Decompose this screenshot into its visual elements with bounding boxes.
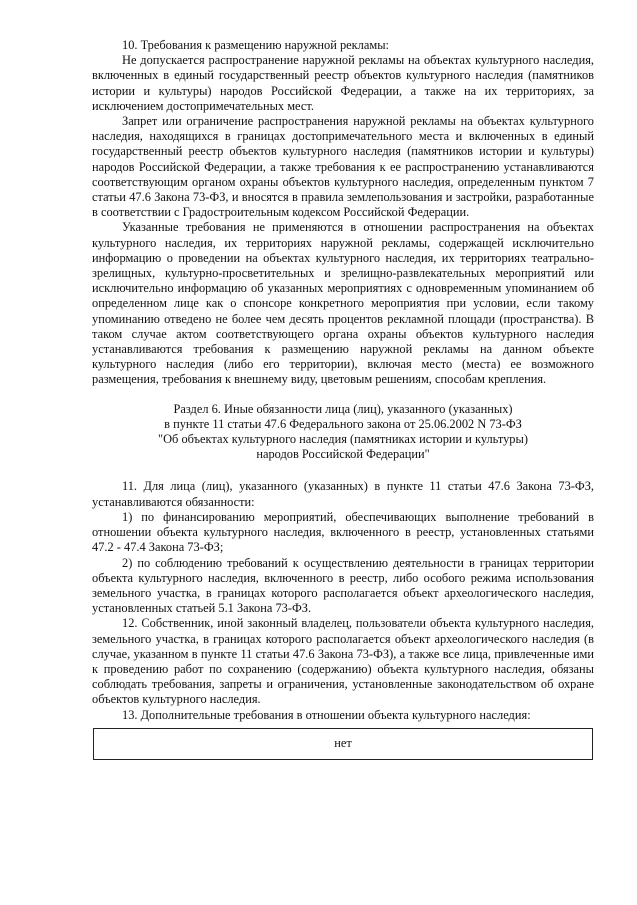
- section-12-text: 12. Собственник, иной законный владелец, пользователи объекта культурного наследия, земельного участка, в границах которого располагается объект археологического наследия (в случае, указанном в пункте 11 статьи 47.6 Закона 73-ФЗ), а также все лица, привлеченные ими к проведению работ по сохранению (содержанию) объекта культурного наследия, обязаны соблюдать требования, запреты и ограничения, установленные законодательством об охране объектов культурного наследия.: [92, 616, 594, 707]
- document-page: [92, 38, 594, 760]
- section-6-heading-line-2: в пункте 11 статьи 47.6 Федерального закона от 25.06.2002 N 73-ФЗ: [164, 416, 522, 431]
- section-11-item-2: 2) по соблюдению требований к осуществлению деятельности в границах территории объекта культурного наследия, включенного в реестр, либо особого режима использования земельного участка, в границах которого располагается объект археологического наследия, установленных статьей 5.1 Закона 73-ФЗ.: [92, 555, 594, 616]
- section-6-heading-line-3: "Об объектах культурного наследия (памятниках истории и культуры): [158, 432, 528, 447]
- section-10-paragraph-3: Указанные требования не применяются в отношении распространения на объектах культурного наследия, их территориях наружной рекламы, содержащей исключительно информацию о проведении на объектах культурного наследия, их территориях театрально-зрелищных, культурно-просветительных и зрелищно-развлекательных мероприятий или исключительно информацию об указанных мероприятиях с одновременным упоминанием об определенном лице как о спонсоре конкретного мероприятия при условии, если такому упоминанию отведено не более чем десять процентов рекламной площади (пространства). В таком случае актом соответствующего органа охраны объектов культурного наследия устанавливаются требования к размещению наружной рекламы на данном объекте культурного наследия (либо его территории), включая место (места) ее возможного размещения, требования к внешнему виду, цветовым решениям, способам крепления.: [92, 220, 594, 387]
- section-13-answer: нет: [334, 736, 352, 751]
- section-11-item-1: 1) по финансированию мероприятий, обеспечивающих выполнение требований в отношении объекта культурного наследия, включенного в реестр, установленных статьями 47.2 - 47.4 Закона 73-ФЗ;: [92, 509, 594, 555]
- section-10-paragraph-1: Не допускается распространение наружной рекламы на объектах культурного наследия, включенных в единый государственный реестр объектов культурного наследия (памятников истории и культуры) народов Российской Федерации, а также на их территориях, за исключением достопримечательных мест.: [92, 53, 594, 113]
- section-6-heading: [92, 402, 594, 463]
- section-10-title: 10. Требования к размещению наружной рекламы:: [122, 38, 389, 52]
- section-13-text: 13. Дополнительные требования в отношении объекта культурного наследия:: [122, 707, 531, 722]
- section-10-paragraph-2: Запрет или ограничение распространения наружной рекламы на объектах культурного наследия, находящихся в границах достопримечательного места и включенных в единый государственный реестр объектов культурного наследия (памятников истории и культуры) народов Российской Федерации, а также требования к ее распространению устанавливаются соответствующим органом охраны объектов культурного наследия, определенным пунктом 7 статьи 47.6 Закона 73-ФЗ, и вносятся в правила землепользования и застройки, разработанные в соответствии с Градостроительным кодексом Российской Федерации.: [92, 114, 594, 220]
- section-11-intro: 11. Для лица (лиц), указанного (указанных) в пункте 11 статьи 47.6 Закона 73-ФЗ, устанавливаются обязанности:: [92, 479, 594, 509]
- section-13-answer-box: [93, 728, 593, 760]
- section-6-heading-line-1: Раздел 6. Иные обязанности лица (лиц), указанного (указанных): [173, 401, 513, 416]
- section-6-heading-line-4: народов Российской Федерации": [256, 447, 430, 462]
